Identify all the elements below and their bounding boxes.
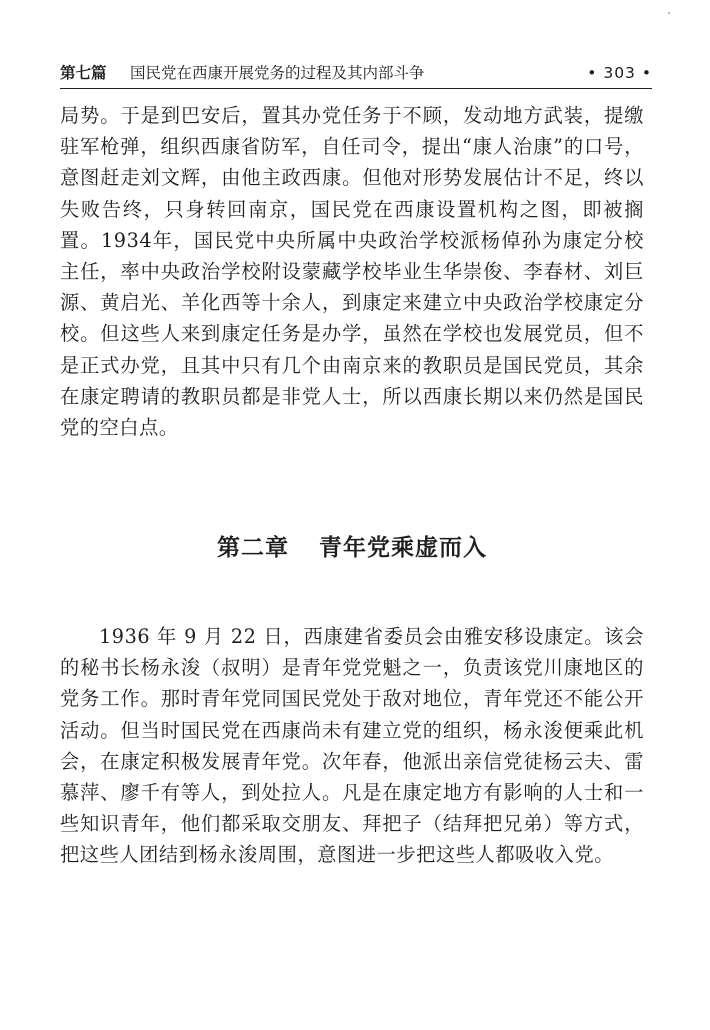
body-paragraph-continued: 局势。于是到巴安后，置其办党任务于不顾，发动地方武装，提缴驻军枪弹，组织西康省防军，自任司令，提出“康人治康”的口号，意图赶走刘文辉，由他主政西康。但他对形势发展估计不足，终以失败告终，只身转回南京，国民党在西康设置机构之图，即被搁置。1934年，国民党中央所属中央政治学校派杨倬孙为康定分校主任，率中央政治学校附设蒙藏学校毕业生华崇俊、李春材、刘巨源、黄启光、羊化西等十余人，到康定来建立中央政治学校康定分校。但这些人来到康定任务是办学，虽然在学校也发展党员，但不是正式办党，且其中只有几个由南京来的教职员是国民党员，其余在康定聘请的教职员都是非党人士，所以西康长期以来仍然是国民党的空白点。 bbox=[60, 104, 644, 440]
chapter-heading bbox=[60, 528, 644, 568]
scan-speck bbox=[668, 12, 670, 14]
body-paragraph-first: 1936 年 9 月 22 日，西康建省委员会由雅安移设康定。该会的秘书长杨永浚（叔明）是青年党党魁之一，负责该党川康地区的党务工作。那时青年党同国民党处于敌对地位，青年党还不能公开活动。但当时国民党在西康尚未有建立党的组织，杨永浚便乘此机会，在康定积极发展青年党。次年春，他派出亲信党徒杨云夫、雷慕萍、廖千有等人，到处拉人。凡是在康定地方有影响的人士和一些知识青年，他们都采取交朋友、拜把子（结拜把兄弟）等方式，把这些人团结到杨永浚周围，意图进一步把这些人都吸收入党。 bbox=[60, 625, 644, 867]
chapter-heading-number: 第二章 bbox=[217, 535, 289, 561]
part-label: 第七篇 bbox=[60, 64, 107, 82]
part-title: 国民党在西康开展党务的过程及其内部斗争 bbox=[130, 64, 425, 82]
page-number: • 303 • bbox=[587, 64, 652, 82]
running-header bbox=[60, 60, 652, 89]
chapter-heading-title: 青年党乘虚而入 bbox=[319, 535, 487, 561]
